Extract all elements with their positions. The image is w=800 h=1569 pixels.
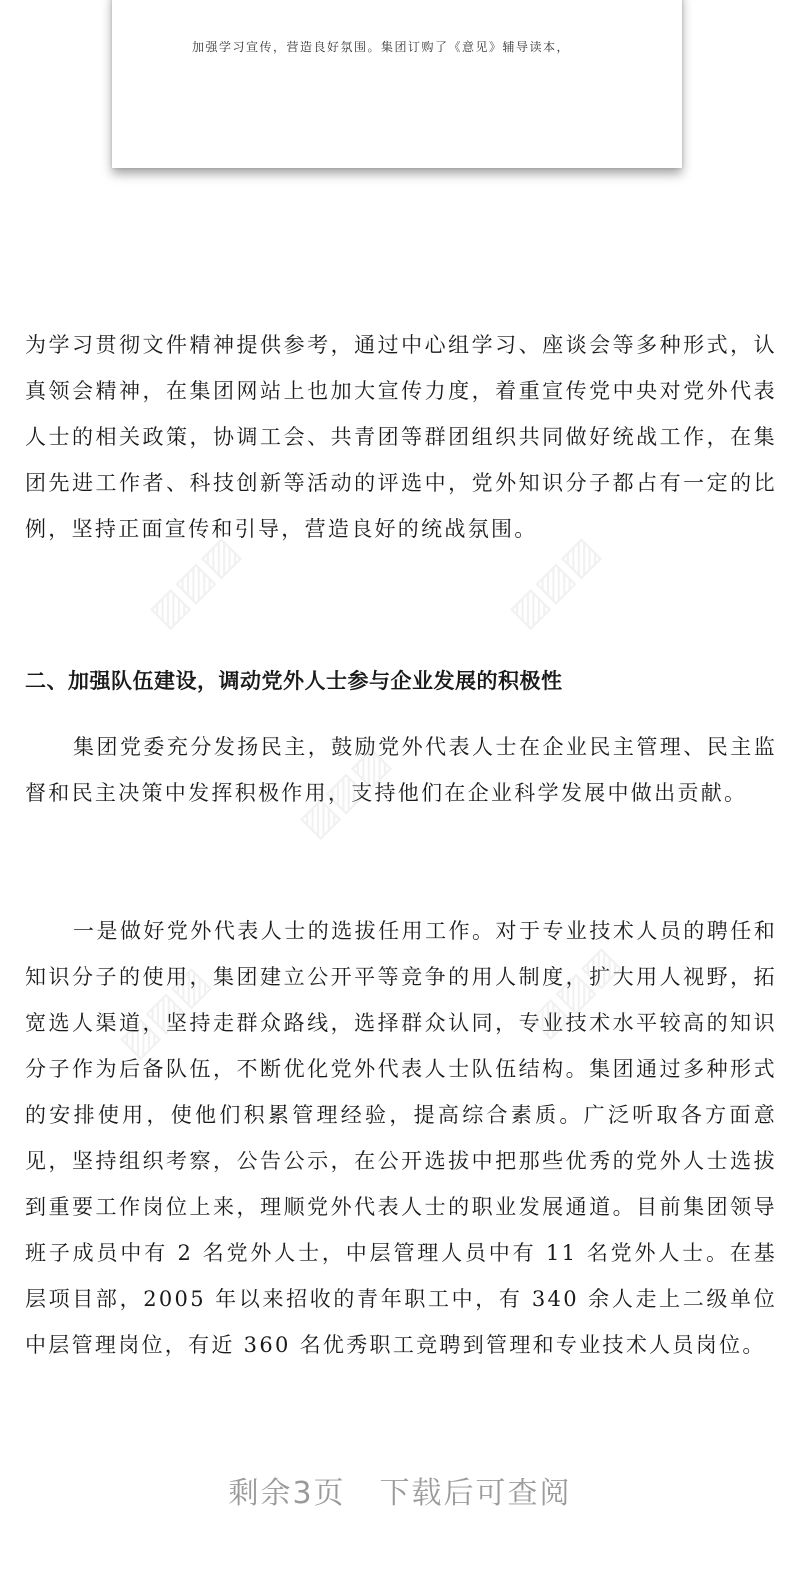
watermark-mark: ▨▨▨ [290, 738, 398, 846]
section-heading: 二、加强队伍建设，调动党外人士参与企业发展的积极性 [25, 669, 563, 693]
watermark-mark: ▨▨▨ [520, 938, 628, 1046]
body-paragraph-3: 一是做好党外代表人士的选拔任用工作。对于专业技术人员的聘任和知识分子的使用，集团建立公开平等竞争的用人制度，扩大用人视野，拓宽选人渠道，坚持走群众路线，选择群众认同，专业技术水平较高的知识分子作为后备队伍，不断优化党外代表人士队伍结构。集团通过多种形式的安排使用，使他们积累管理经验，提高综合素质。广泛听取各方面意见，坚持组织考察，公告公示，在公开选拔中把那些优秀的党外人士选拔到重要工作岗位上来，理顺党外代表人士的职业发展通道。目前集团领导班子成员中有 2 名党外人士，中层管理人员中有 11 名党外人士。在基层项目部，2005 年以来招收的青年职工中，有 340 余人走上二级单位中层管理岗位，有近 360 名优秀职工竞聘到管理和专业技术人员岗位。 [25, 919, 777, 1357]
document-page-preview [112, 0, 682, 168]
remaining-pages-text: 剩余3页 [228, 1476, 346, 1511]
body-paragraph-2: 集团党委充分发扬民主，鼓励党外代表人士在企业民主管理、民主监督和民主决策中发挥积极作用，支持他们在企业科学发展中做出贡献。 [25, 735, 777, 805]
watermark-mark: ▨▨▨ [140, 528, 248, 636]
preview-top-fragment [160, 0, 208, 2]
body-paragraph-1: 为学习贯彻文件精神提供参考，通过中心组学习、座谈会等多种形式，认真领会精神，在集团网站上也加大宣传力度，着重宣传党中央对党外代表人士的相关政策，协调工会、共青团等群团组织共同做好统战工作，在集团先进工作者、科技创新等活动的评选中，党外知识分子都占有一定的比例，坚持正面宣传和引导，营造良好的统战氛围。 [25, 333, 777, 541]
watermark-mark: ▨▨▨ [500, 528, 608, 636]
watermark-mark: ▨▨▨ [110, 958, 218, 1066]
read-more-prompt[interactable] [0, 1468, 800, 1512]
preview-text-line: 加强学习宣传，营造良好氛围。集团订购了《意见》辅导读本， [192, 40, 571, 54]
download-hint-text: 下载后可查阅 [379, 1476, 572, 1511]
